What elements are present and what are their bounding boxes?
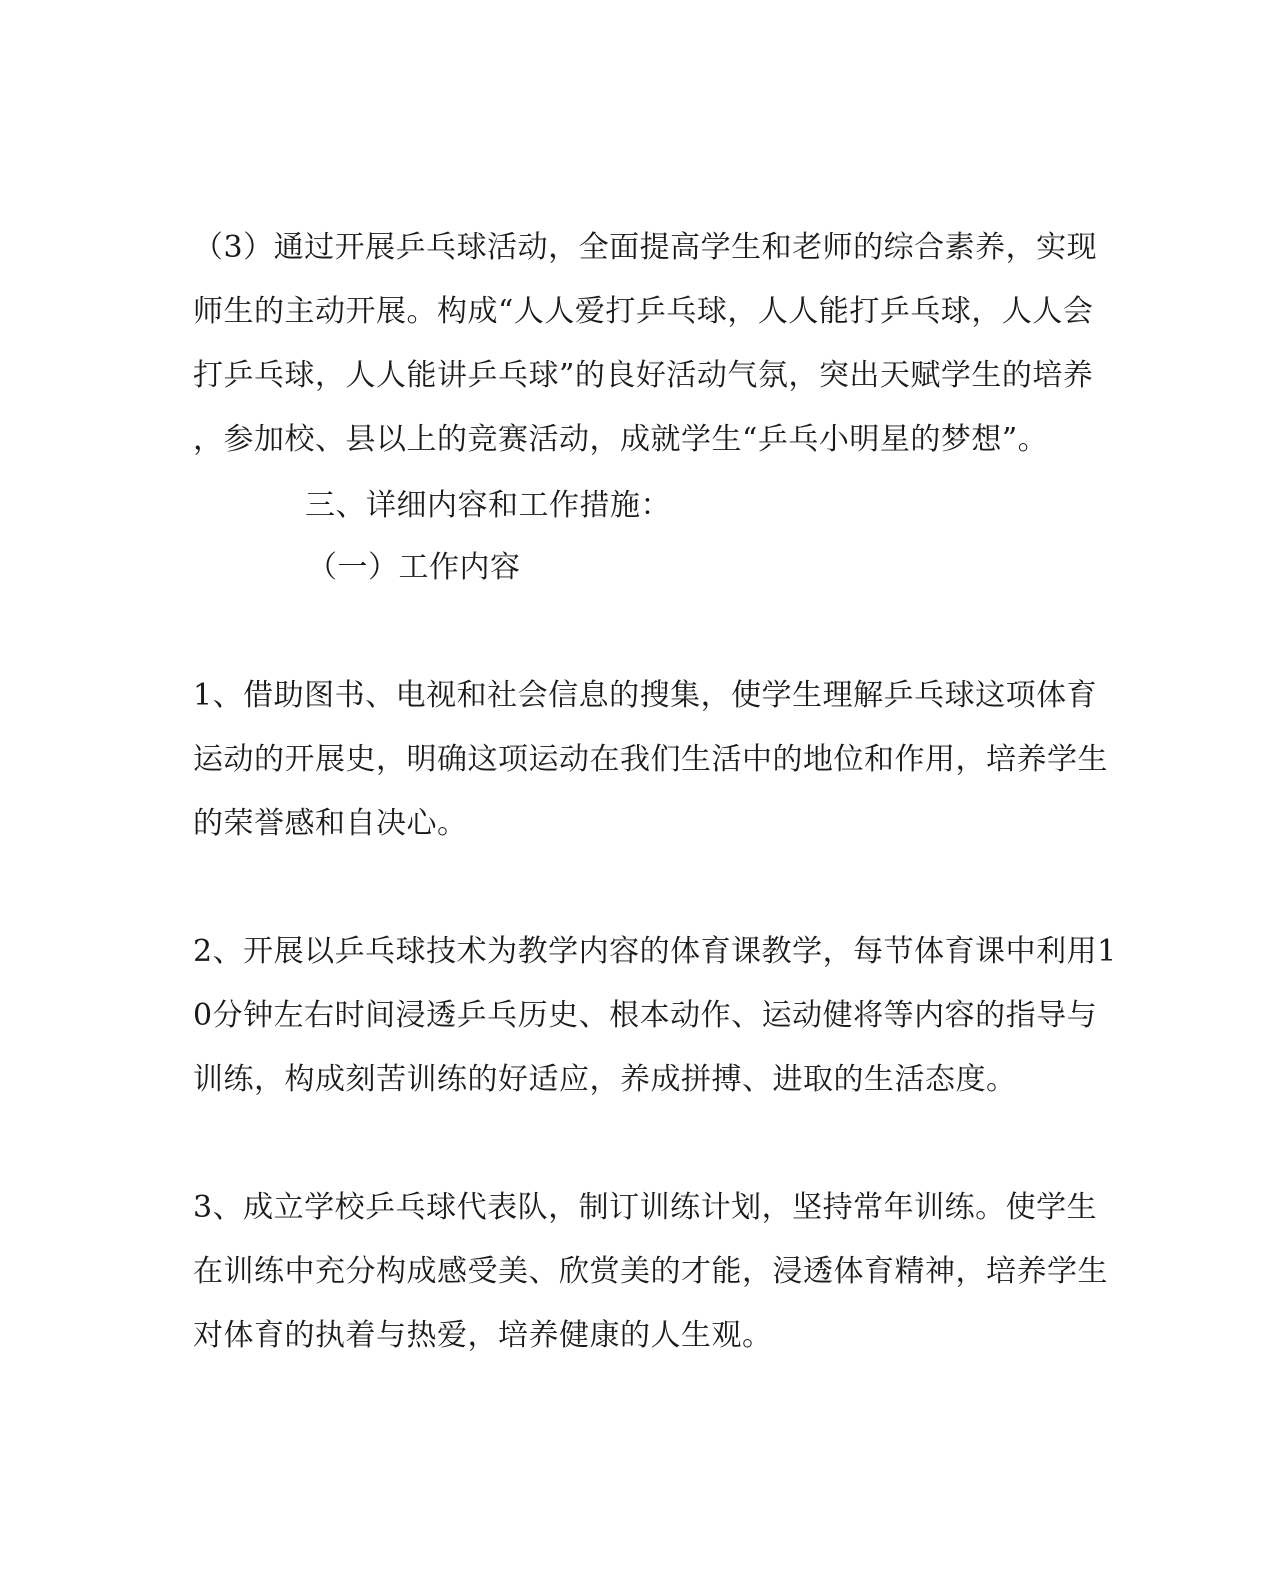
paragraph-line: 打乒乓球，人人能讲乒乓球”的良好活动气氛，突出天赋学生的培养 (193, 358, 1094, 393)
item-2-line: 训练，构成刻苦训练的好适应，养成拼搏、进取的生活态度。 (193, 1062, 1017, 1097)
section-heading: 三、详细内容和工作措施： (305, 488, 671, 523)
item-2-line: 0分钟左右时间浸透乒乓历史、根本动作、运动健将等内容的指导与 (193, 998, 1098, 1033)
subsection-heading: （一）工作内容 (307, 550, 521, 585)
item-1-line: 运动的开展史，明确这项运动在我们生活中的地位和作用，培养学生 (193, 742, 1108, 777)
item-1-line: 的荣誉感和自决心。 (193, 806, 468, 841)
paragraph-line: ，参加校、县以上的竞赛活动，成就学生“乒乓小明星的梦想”。 (193, 422, 1049, 457)
item-1-line: 1、借助图书、电视和社会信息的搜集，使学生理解乒乓球这项体育 (193, 678, 1098, 713)
item-3-line: 3、成立学校乒乓球代表队，制订训练计划，坚持常年训练。使学生 (193, 1190, 1098, 1225)
item-2-line: 2、开展以乒乓球技术为教学内容的体育课教学，每节体育课中利用1 (193, 934, 1117, 969)
item-3-line: 在训练中充分构成感受美、欣赏美的才能，浸透体育精神，培养学生 (193, 1254, 1108, 1289)
paragraph-line: （3）通过开展乒乓球活动，全面提高学生和老师的综合素养，实现 (193, 230, 1098, 265)
paragraph-line: 师生的主动开展。构成“人人爱打乒乓球，人人能打乒乓球，人人会 (193, 294, 1094, 329)
item-3-line: 对体育的执着与热爱，培养健康的人生观。 (193, 1318, 773, 1353)
